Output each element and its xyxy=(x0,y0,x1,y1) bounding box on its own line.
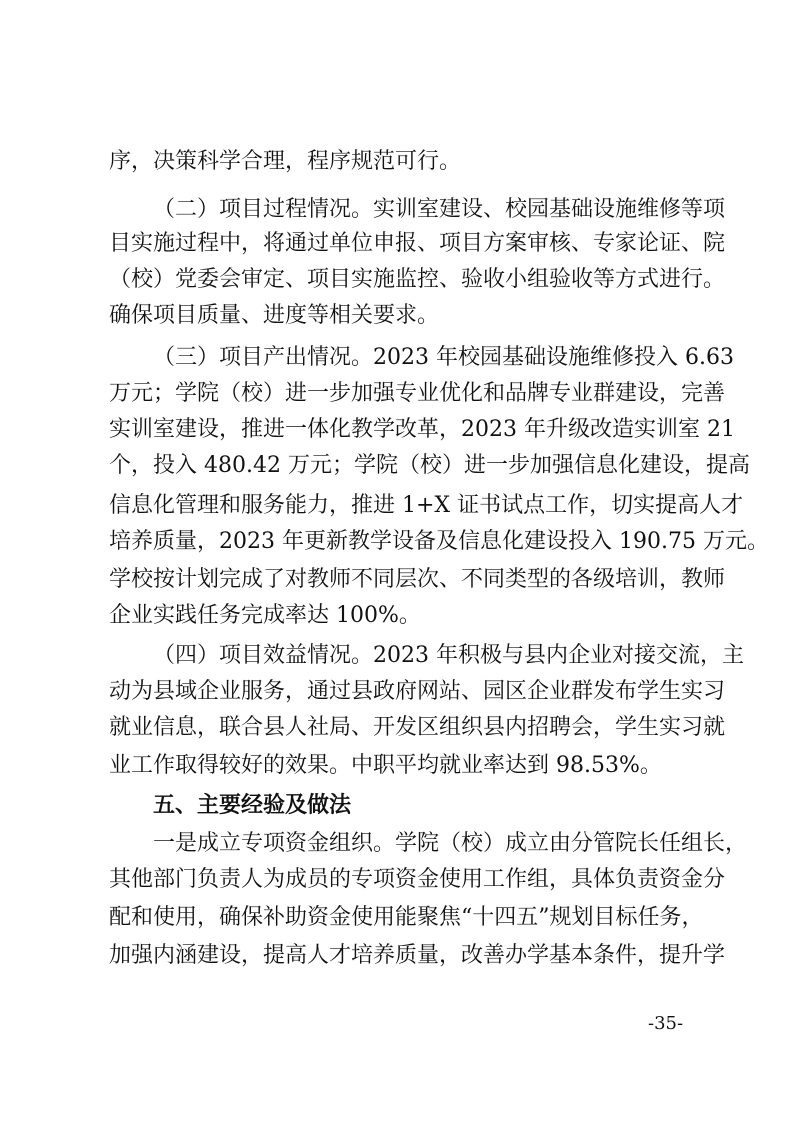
page-number: -35- xyxy=(648,1013,684,1034)
paragraph-line: 信息化管理和服务能力，推进 1+X 证书试点工作，切实提高人才 xyxy=(109,493,744,518)
paragraph-line: 确保项目质量、进度等相关要求。 xyxy=(109,303,440,328)
paragraph-line: 万元；学院（校）进一步加强专业优化和品牌专业群建设，完善 xyxy=(109,381,726,406)
paragraph-line: 个，投入 480.42 万元；学院（校）进一步加强信息化建设，提高 xyxy=(109,453,750,478)
paragraph-line: 加强内涵建设，提高人才培养质量，改善办学基本条件，提升学 xyxy=(109,943,726,968)
paragraph-line: 动为县域企业服务，通过县政府网站、园区企业群发布学生实习 xyxy=(109,679,726,704)
paragraph-line: （二）项目过程情况。实训室建设、校园基础设施维修等项 xyxy=(153,197,726,222)
paragraph-line: 学校按计划完成了对教师不同层次、不同类型的各级培训，教师 xyxy=(109,567,726,592)
section-heading: 五、主要经验及做法 xyxy=(153,793,352,818)
paragraph-line: 业工作取得较好的效果。中职平均就业率达到 98.53%。 xyxy=(109,753,662,778)
paragraph-line: 培养质量，2023 年更新教学设备及信息化建设投入 190.75 万元。 xyxy=(109,529,769,554)
paragraph-line: 就业信息，联合县人社局、开发区组织县内招聘会，学生实习就 xyxy=(109,715,726,740)
paragraph-line: 实训室建设，推进一体化教学改革，2023 年升级改造实训室 21 xyxy=(109,417,735,442)
paragraph-line: 目实施过程中，将通过单位申报、项目方案审核、专家论证、院 xyxy=(109,231,726,256)
paragraph-line: 一是成立专项资金组织。学院（校）成立由分管院长任组长， xyxy=(153,831,748,856)
paragraph-line: （三）项目产出情况。2023 年校园基础设施维修投入 6.63 xyxy=(153,345,734,370)
paragraph-line: 配和使用，确保补助资金使用能聚焦“十四五”规划目标任务， xyxy=(109,905,704,930)
paragraph-line: 其他部门负责人为成员的专项资金使用工作组，具体负责资金分 xyxy=(109,867,726,892)
paragraph-line: 企业实践任务完成率达 100%。 xyxy=(109,603,421,628)
paragraph-line: （四）项目效益情况。2023 年积极与县内企业对接交流，主 xyxy=(153,643,744,668)
paragraph-line: 序，决策科学合理，程序规范可行。 xyxy=(109,149,462,174)
paragraph-line: （校）党委会审定、项目实施监控、验收小组验收等方式进行。 xyxy=(109,267,726,292)
